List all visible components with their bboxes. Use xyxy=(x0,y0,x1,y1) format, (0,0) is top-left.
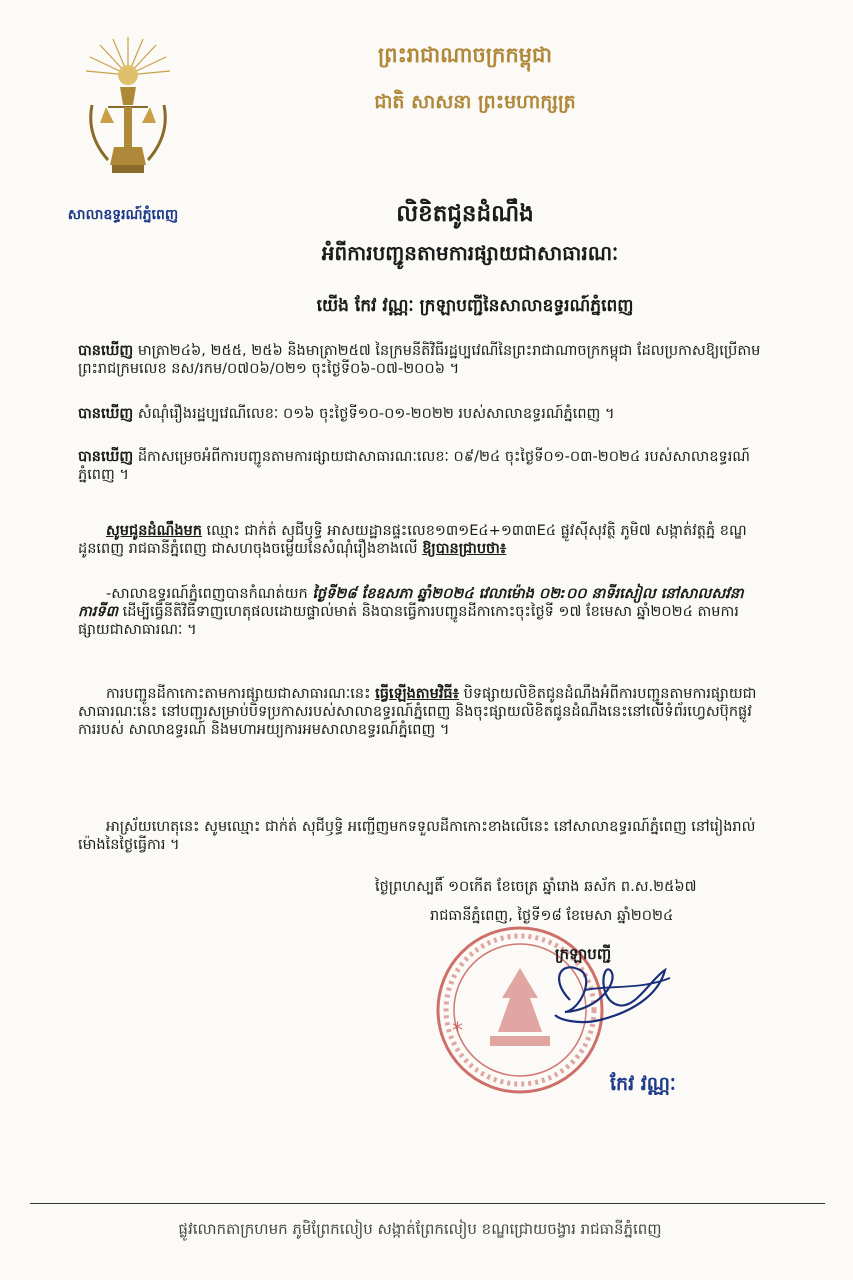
seen-text: សំណុំរឿងរដ្ឋប្បវេណីលេខៈ ០១៦ ចុះថ្ងៃទី១០-០១-២០២២ របស់សាលាឧទ្ធរណ៍ភ្នំពេញ ។ xyxy=(133,406,615,422)
footer-divider xyxy=(30,1203,825,1204)
seen-label: បានឃើញ xyxy=(78,449,134,465)
lunar-date: ថ្ងៃព្រហស្បតិ៍ ១០កើត ខែចេត្រ ឆ្នាំរោង ឆស័ក ព.ស.២៥៦៧ xyxy=(375,879,697,895)
kingdom-title: ព្រះរាជាណាចក្រកម្ពុជា xyxy=(377,43,552,67)
court-emblem-icon xyxy=(78,35,178,185)
seen-label: បានឃើញ xyxy=(78,406,134,422)
hearing-prefix: -សាលាឧទ្ធរណ៍ភ្នំពេញបានកំណត់យក xyxy=(106,586,313,602)
svg-text:*: * xyxy=(452,1019,463,1044)
signer-name: កែវ វណ្ណៈ xyxy=(610,1073,676,1095)
sender-line: យើង កែវ វណ្ណៈ ក្រឡាបញ្ជីនៃសាលាឧទ្ធរណ៍ភ្នំពេញ xyxy=(316,296,634,316)
national-motto: ជាតិ សាសនា ព្រះមហាក្សត្រ xyxy=(374,91,576,113)
seen-text: ដីកាសម្រេចអំពីការបញ្ជូនតាមការផ្សាយជាសាធារណៈលេខៈ ០៩/២៤ ចុះថ្ងៃទី០១-០៣-២០២៤ របស់សាលាឧទ្ធរណ៍ភ្នំពេញ ។ xyxy=(78,449,750,483)
delivery-text: បិទផ្សាយលិខិតជូនដំណឹងអំពីការបញ្ជូនតាមការផ្សាយជាសាធារណៈនេះ នៅបញ្ជរសម្រាប់បិទប្រកាសរបស់សាលាឧទ្ធរណ៍ភ្នំពេញ និងចុះផ្សាយលិខិតជូនដំណឹងនេះនៅលើទំព័រហ្វេសប៊ុកផ្លូវការរបស់ សាលាឧទ្ធរណ៍ និងមហាអយ្យការអមសាលាឧទ្ធរណ៍ភ្នំពេញ ។ xyxy=(78,686,757,738)
document-title: លិខិតជូនដំណឹង xyxy=(396,201,534,227)
seen-label: បានឃើញ xyxy=(78,343,134,359)
signature-icon xyxy=(540,950,680,1040)
signer-role: ក្រឡាបញ្ជី xyxy=(555,945,612,963)
seen-clause-1 xyxy=(78,342,768,378)
notice-text: ឈ្មោះ ជាក់ត់ សុជីឫទ្ធិ អាសយដ្ឋានផ្ទះលេខ១៣១E៤+១៣៣E៤ ផ្លូវស៊ីសុវត្ថិ ភូមិ៧ សង្កាត់វត្តភ្នំ ខណ្ឌដូនពេញ រាជធានីភ្នំពេញ ជាសហចុងចម្លើយនៃសំណុំរឿងខាងលើ xyxy=(78,523,747,557)
document-subtitle: អំពីការបញ្ជូនតាមការផ្សាយជាសាធារណៈ xyxy=(321,241,619,265)
notice-paragraph xyxy=(78,522,768,558)
court-name: សាលាឧទ្ធរណ៍ភ្នំពេញ xyxy=(67,207,179,223)
delivery-method-label: ធ្វើឡើងតាមវិធី៖ xyxy=(375,686,459,702)
seen-clause-3 xyxy=(78,448,768,484)
closing-paragraph: អាស្រ័យហេតុនេះ សូមឈ្មោះ ជាក់ត់ សុជីឫទ្ធិ អញ្ជើញមកទទួលដីកាកោះខាងលើនេះ នៅសាលាឧទ្ធរណ៍ភ្នំពេញ នៅរៀងរាល់ម៉ោងនៃថ្ងៃធ្វើការ ។ xyxy=(78,819,756,853)
delivery-lead: ការបញ្ជូនដីកាកោះតាមការផ្សាយជាសាធារណៈនេះ xyxy=(106,686,376,702)
hearing-datetime: ថ្ងៃទី២៨ ខែឧសភា ឆ្នាំ២០២៤ វេលាម៉ោង ០២:០០ នាទីរសៀល នៅសាលសវនាការទី៣ xyxy=(78,586,744,620)
solar-date: រាជធានីភ្នំពេញ, ថ្ងៃទី១៨ ខែមេសា ឆ្នាំ២០២៤ xyxy=(430,908,674,924)
hearing-paragraph xyxy=(78,585,768,639)
seen-text: មាត្រា២៤៦, ២៥៥, ២៥៦ និងមាត្រា២៥៧ នៃក្រមនីតិវិធីរដ្ឋប្បវេណីនៃព្រះរាជាណាចក្រកម្ពុជា ដែលប្រកាសឱ្យប្រើតាមព្រះរាជក្រមលេខ នស/រកម/០៧០៦/០២១ ចុះថ្ងៃទី០៦-០៧-២០០៦ ។ xyxy=(78,343,761,377)
notice-tail: ឱ្យបានជ្រាបថា៖ xyxy=(422,541,507,557)
notice-lead: សូមជូនដំណឹងមក xyxy=(106,523,202,539)
seen-clause-2 xyxy=(78,405,768,423)
hearing-suffix: ដើម្បីធ្វើនីតិវិធីទាញហេតុផលដោយផ្ទាល់មាត់ និងបានធ្វើការបញ្ជូនដីកាកោះចុះថ្ងៃទី ១៧ ខែមេសា ឆ្នាំ២០២៤ តាមការផ្សាយជាសាធារណៈ ។ xyxy=(78,604,739,638)
footer-address: ផ្លូវលោកតាក្រហមក ភូមិព្រែកលៀប សង្កាត់ព្រែកលៀប ខណ្ឌជ្រោយចង្វារ រាជធានីភ្នំពេញ xyxy=(178,1220,662,1238)
delivery-paragraph xyxy=(78,685,768,739)
